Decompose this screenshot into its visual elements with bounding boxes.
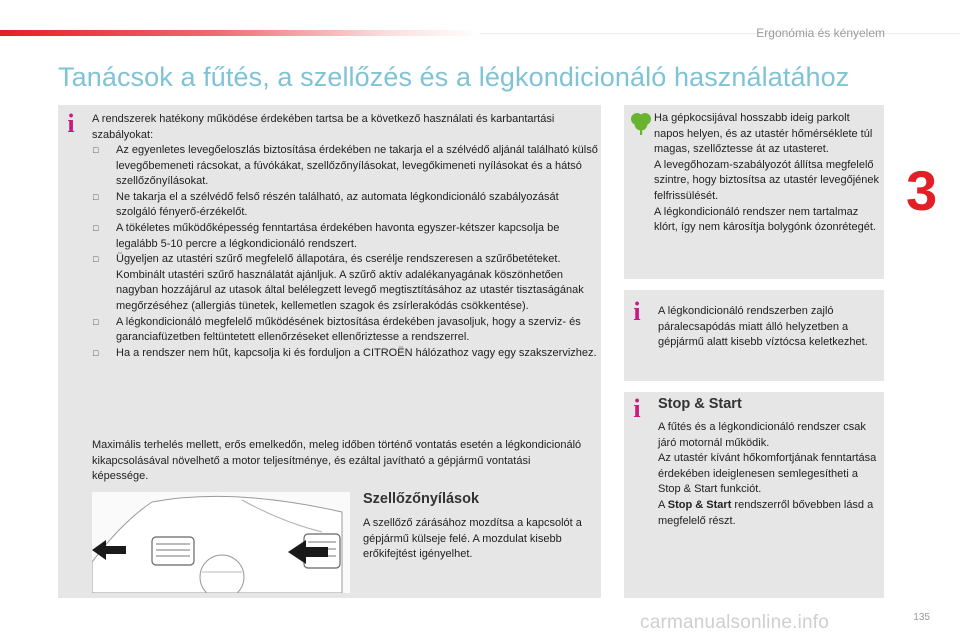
bullet-marker: □ [93,222,99,233]
header-divider [480,33,960,34]
bullet-marker: □ [93,347,99,358]
bullet-text: Az egyenletes levegőeloszlás biztosítása érdekében ne takarja el a szélvédő aljánál található külső levegőbemeneti rácsokat, a fúvókákat, szellőzőnyílásokat, levegőkimeneti nyílásokat és a hátsó szellőzőnyílásokat. [116,144,598,188]
page-title: Tanácsok a fűtés, a szellőzés és a légkondicionáló használatához [58,62,850,92]
vent-illustration-svg [92,492,350,593]
bullet-marker: □ [93,145,99,155]
list-item [92,190,602,221]
vents-text: A szellőző zárásához mozdítsa a kapcsolót a gépjármű külseje felé. A mozdulat kisebb erőkifejtést igényelhet. [363,517,582,561]
stop-start-text-c-bold: Stop & Start [667,498,732,511]
list-item [92,346,602,362]
leaf-icon [630,112,652,136]
bullet-marker: □ [93,316,99,327]
intro-text: A rendszerek hatékony működése érdekében tartsa be a következő használati és karbantartási szabályokat: [92,113,555,141]
stop-start-text [658,420,880,529]
watermark: carmanualsonline.info [640,612,830,633]
page-number: 135 [913,612,930,623]
info-icon: i [633,297,641,326]
list-item [92,221,602,252]
max-load-text: Maximális terhelés mellett, erős emelkedőn, meleg időben történő vontatás esetén a légkondicionáló kikapcsolásával növelhető a motor teljesítménye, és ezáltal javítható a gépjármű vontatási képessége. [92,439,582,483]
vent-left [152,537,194,565]
condensation-text: A légkondicionáló rendszerben zajló páralecsapódás miatt álló helyzetben a gépjármű alatt kisebb víztócsa keletkezhet. [658,305,868,349]
dashboard-vent-illustration [92,492,350,593]
advice-list [92,143,602,361]
eco-tip-text: Ha gépkocsijával hosszabb ideig parkolt napos helyen, és az utastér hőmérséklete túl magas, szellőztesse át az utasteret. A levegőhozam-szabályozót állítsa megfelelő szintre, hogy biztosítsa az utastér levegőjének felfrissülését. A légkondicionáló rendszer nem tartalmaz klórt, így nem károsítja bolygónk ózonrétegét. [654,112,880,234]
info-icon: i [67,109,75,138]
bullet-text: A légkondicionáló megfelelő működésének biztosítása érdekében javasoljuk, hogy a szerviz- és garanciafüzetben feltüntetett ellenőrzéseket ellenőriztesse a rendszerrel. [116,315,581,344]
bullet-marker: □ [93,254,99,265]
header-accent-bar [0,30,480,36]
filter-extra-text: Kombinált utastéri szűrő használatát ajánljuk. A szűrő aktív adalékanyagának köszönhetően nagyban hozzájárul az utasok által belélegzett levegő megtisztításához az utastér tisztaságának megőrzéséhez (allergiás tünetek, kellemetlen szagok és zsírlerakódás csökkentése). [116,268,584,312]
bullet-text: A tökéletes működőképesség fenntartása érdekében havonta egyszer-kétszer kapcsolja be legalább 5-10 percre a légkondicionáló rendszert. [116,221,560,250]
stop-start-title: Stop & Start [658,396,742,412]
stop-start-text-c-suffix: rendszerről bővebben lásd a megfelelő részt. [658,498,874,527]
section-header: Ergonómia és kényelem [756,26,885,40]
chapter-number: 3 [906,159,938,222]
stop-start-text-c-prefix: A [658,498,668,511]
bullet-marker: □ [93,191,99,202]
stop-start-text-a: A fűtés és a légkondicionáló rendszer csak járó motornál működik. [658,421,866,449]
stop-start-text-b: Az utastér kívánt hőkomfortjának fenntartása érdekében ideiglenesen semlegesítheti a Stop & Start funkciót. [658,452,877,496]
bullet-text: Ne takarja el a szélvédő felső részén található, az automata légkondicionáló szabályozását szolgáló fényerő-érzékelőt. [116,190,559,219]
list-item [92,143,602,190]
bullet-text: Ügyeljen az utastéri szűrő megfelelő állapotára, és cserélje rendszeresen a szűrőbetéteket. [116,253,561,266]
info-icon: i [633,394,641,423]
vents-title: Szellőzőnyílások [363,491,480,507]
bullet-text: Ha a rendszer nem hűt, kapcsolja ki és forduljon a CITROËN hálózathoz vagy egy szakszervizhez. [116,346,597,359]
list-item [92,252,602,314]
list-item [92,315,602,346]
